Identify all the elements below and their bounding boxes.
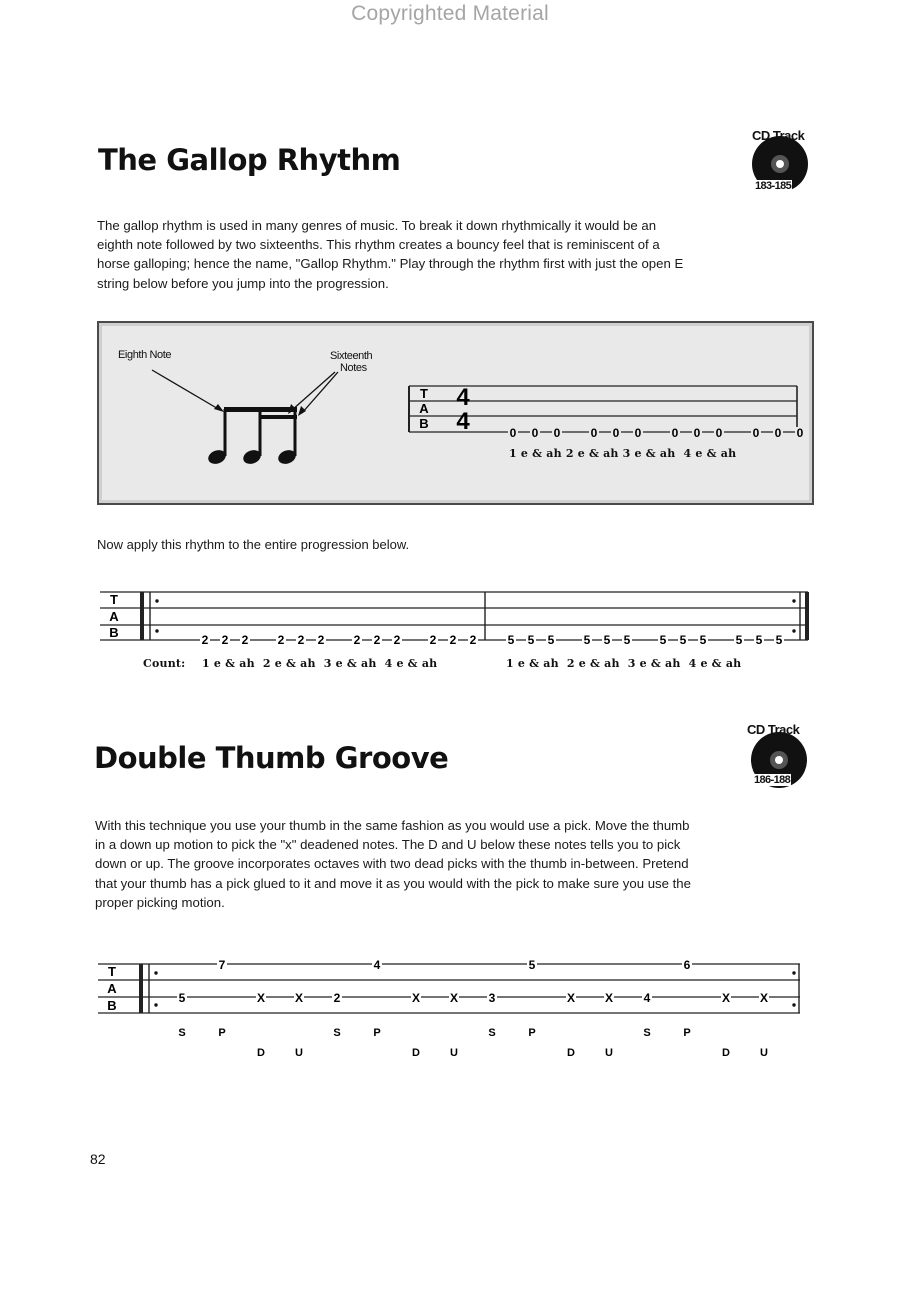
time-signature-bottom: 4 — [456, 408, 470, 435]
eighth-note-label: Eighth Note — [118, 349, 172, 361]
pop-marking: P — [528, 1027, 536, 1039]
page-number: 82 — [90, 1151, 106, 1167]
fret-number: 0 — [612, 426, 620, 440]
paragraph-line: that your thumb has a pick glued to it and move it as you would with the pick to make sure you use the — [95, 875, 691, 891]
paragraph-line: in a down up motion to pick the "x" deadened notes. The D and U below these notes tells you to pick — [95, 837, 681, 853]
tab-letter: T — [110, 592, 118, 607]
fret-number: 2 — [201, 633, 209, 647]
arrow-head — [214, 404, 224, 412]
apply-instruction: Now apply this rhythm to the entire progression below. — [97, 537, 410, 552]
tab-letter: T — [108, 964, 116, 979]
fret-number: 5 — [623, 633, 631, 647]
tab-letter: T — [420, 386, 428, 401]
fret-number: 2 — [373, 633, 381, 647]
root-note: 3 — [488, 991, 496, 1005]
cd-track-range: 183-185 — [755, 180, 792, 192]
dead-note-x: X — [759, 991, 769, 1005]
up-pick-marking: U — [295, 1047, 303, 1059]
figure-count: 1 e & ah 2 e & ah 3 e & ah 4 e & ah — [509, 447, 737, 460]
section-title-gallop-rhythm: The Gallop Rhythm — [98, 143, 401, 177]
groove-notes — [177, 958, 769, 1059]
slap-marking: S — [643, 1027, 651, 1039]
fret-number: 5 — [755, 633, 763, 647]
slap-marking: S — [178, 1027, 186, 1039]
fret-number: 2 — [297, 633, 305, 647]
down-pick-marking: D — [567, 1047, 575, 1059]
tab-letter: A — [109, 609, 119, 624]
open-string-frets — [508, 426, 805, 440]
fret-number: 0 — [509, 426, 517, 440]
tab-letter: B — [419, 416, 429, 431]
octave-note: 7 — [218, 958, 226, 972]
fret-number: 2 — [353, 633, 361, 647]
arrow-head — [298, 406, 306, 416]
fret-number: 5 — [583, 633, 591, 647]
fret-number: 0 — [774, 426, 782, 440]
slap-marking: S — [488, 1027, 496, 1039]
fret-number: 5 — [659, 633, 667, 647]
dead-note-x: X — [604, 991, 614, 1005]
fret-number: 0 — [590, 426, 598, 440]
tab-letter: A — [419, 401, 429, 416]
down-pick-marking: D — [257, 1047, 265, 1059]
fret-number: 0 — [796, 426, 804, 440]
paragraph-line: With this technique you use your thumb in the same fashion as you would use a pick. Move the thumb — [95, 818, 690, 833]
fret-number: 2 — [277, 633, 285, 647]
dead-note-x: X — [449, 991, 459, 1005]
fret-number: 5 — [527, 633, 535, 647]
fret-number: 0 — [671, 426, 679, 440]
count-label: Count: — [143, 657, 186, 670]
fret-number: 2 — [429, 633, 437, 647]
gallop-note-group — [206, 407, 297, 466]
pop-marking: P — [683, 1027, 691, 1039]
fret-number: 5 — [507, 633, 515, 647]
rhythm-notation — [140, 360, 400, 470]
fret-number: 0 — [693, 426, 701, 440]
octave-note: 6 — [683, 958, 691, 972]
fret-number: 2 — [393, 633, 401, 647]
cd-track-label: CD Track — [752, 128, 805, 143]
cd-track-label: CD Track — [747, 722, 800, 737]
sixteenth-arrow — [302, 372, 338, 413]
paragraph-line: down or up. The groove incorporates octaves with two dead picks with the thumb in-between. Pretend — [95, 856, 689, 872]
dead-note-x: X — [411, 991, 421, 1005]
fret-number: 5 — [547, 633, 555, 647]
up-pick-marking: U — [450, 1047, 458, 1059]
cd-track-range: 186-188 — [754, 774, 791, 786]
pop-marking: P — [218, 1027, 226, 1039]
tab-letter: A — [107, 981, 117, 996]
cd-track-badge — [747, 722, 817, 792]
fret-number: 0 — [531, 426, 539, 440]
fret-number: 2 — [469, 633, 477, 647]
copyright-watermark: Copyrighted Material — [351, 2, 549, 25]
open-e-tab-staff — [405, 382, 805, 442]
paragraph-line: The gallop rhythm is used in many genres of music. To break it down rhythmically it would be an — [97, 218, 657, 233]
dead-note-x: X — [256, 991, 266, 1005]
down-pick-marking: D — [722, 1047, 730, 1059]
paragraph-line: proper picking motion. — [95, 894, 225, 910]
fret-number: 2 — [241, 633, 249, 647]
cd-track-badge — [750, 128, 820, 198]
up-pick-marking: U — [605, 1047, 613, 1059]
fret-number: 0 — [715, 426, 723, 440]
pop-marking: P — [373, 1027, 381, 1039]
fret-number: 5 — [679, 633, 687, 647]
sixteenth-label-line: Notes — [340, 362, 367, 374]
section-title-double-thumb-groove: Double Thumb Groove — [94, 741, 449, 775]
slap-marking: S — [333, 1027, 341, 1039]
fret-number: 5 — [603, 633, 611, 647]
fret-number: 5 — [735, 633, 743, 647]
fret-number: 0 — [634, 426, 642, 440]
fret-number: 0 — [553, 426, 561, 440]
sixteenth-arrow — [292, 372, 335, 410]
count-measure-1: 1 e & ah 2 e & ah 3 e & ah 4 e & ah — [202, 657, 438, 670]
double-thumb-paragraph — [95, 816, 811, 912]
fret-number: 0 — [752, 426, 760, 440]
fret-number: 2 — [221, 633, 229, 647]
fret-number: 2 — [317, 633, 325, 647]
root-note: 5 — [178, 991, 186, 1005]
up-pick-marking: U — [760, 1047, 768, 1059]
gallop-paragraph — [97, 216, 813, 293]
root-note: 2 — [333, 991, 341, 1005]
paragraph-line: horse galloping; hence the name, "Gallop Rhythm." Play through the rhythm first with just the open E — [97, 256, 684, 272]
tab-letter: B — [109, 625, 119, 640]
sixteenth-label-line: Sixteenth — [330, 350, 373, 362]
dead-note-x: X — [721, 991, 731, 1005]
tab-letter: B — [107, 998, 117, 1013]
time-signature-top: 4 — [456, 384, 470, 411]
dead-note-x: X — [566, 991, 576, 1005]
octave-note: 4 — [373, 958, 381, 972]
paragraph-line: string below before you jump into the progression. — [97, 275, 389, 291]
progression-tab-staff — [90, 588, 820, 648]
root-note: 4 — [643, 991, 651, 1005]
down-pick-marking: D — [412, 1047, 420, 1059]
eighth-note-arrow — [152, 370, 220, 410]
fret-number: 5 — [699, 633, 707, 647]
fret-number: 2 — [449, 633, 457, 647]
octave-note: 5 — [528, 958, 536, 972]
count-measure-2: 1 e & ah 2 e & ah 3 e & ah 4 e & ah — [506, 657, 742, 670]
dead-note-x: X — [294, 991, 304, 1005]
paragraph-line: eighth note followed by two sixteenths. This rhythm creates a bouncy feel that is reminiscent of a — [97, 237, 660, 253]
double-thumb-tab-staff — [88, 958, 818, 1068]
fret-number: 5 — [775, 633, 783, 647]
